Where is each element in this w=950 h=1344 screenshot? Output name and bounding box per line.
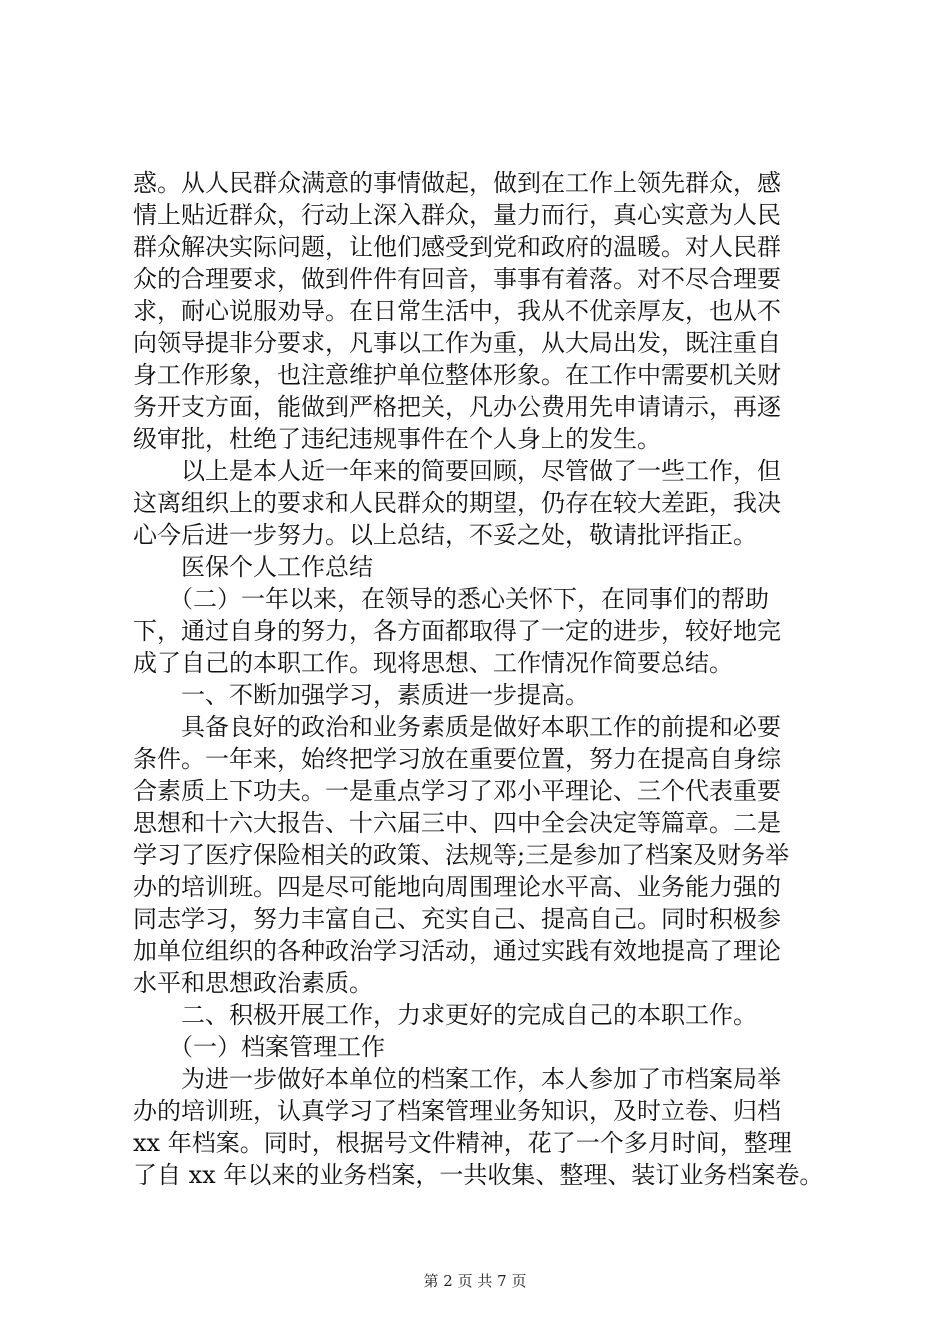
text-line: 条件。一年来，始终把学习放在重要位置，努力在提高自身综	[133, 745, 781, 773]
text-line: 办的培训班，认真学习了档案管理业务知识，及时立卷、归档	[133, 1097, 781, 1125]
text-line: 情上贴近群众，行动上深入群众，量力而行，真心实意为人民	[133, 201, 781, 229]
text-line: 求，耐心说服劝导。在日常生活中，我从不优亲厚友，也从不	[133, 297, 781, 325]
text-line: 群众解决实际问题，让他们感受到党和政府的温暖。对人民群	[133, 233, 781, 261]
text-line: 以上是本人近一年来的简要回顾，尽管做了一些工作，但	[133, 457, 781, 485]
text-line: 这离组织上的要求和人民群众的期望，仍存在较大差距，我决	[133, 489, 781, 517]
text-line: 思想和十六大报告、十六届三中、四中全会决定等篇章。二是	[133, 809, 781, 837]
text-line: 成了自己的本职工作。现将思想、工作情况作简要总结。	[133, 649, 733, 677]
text-line: （二）一年以来，在领导的悉心关怀下，在同事们的帮助	[133, 585, 769, 613]
section-heading: 医保个人工作总结	[133, 553, 373, 581]
section-heading: （一）档案管理工作	[133, 1033, 385, 1061]
text-line: 了自 xx 年以来的业务档案，一共收集、整理、装订业务档案卷。	[133, 1161, 824, 1189]
text-line: 务开支方面，能做到严格把关，凡办公费用先申请请示，再逐	[133, 393, 781, 421]
text-line: xx 年档案。同时，根据号文件精神，花了一个多月时间，整理	[133, 1129, 792, 1157]
text-line: 心今后进一步努力。以上总结，不妥之处，敬请批评指正。	[133, 521, 757, 549]
text-line: 办的培训班。四是尽可能地向周围理论水平高、业务能力强的	[133, 873, 781, 901]
text-line: 同志学习，努力丰富自己、充实自己、提高自己。同时积极参	[133, 905, 781, 933]
text-line: 惑。从人民群众满意的事情做起，做到在工作上领先群众，感	[133, 169, 781, 197]
text-line: 下，通过自身的努力，各方面都取得了一定的进步，较好地完	[133, 617, 781, 645]
text-line: 为进一步做好本单位的档案工作，本人参加了市档案局举	[133, 1065, 781, 1093]
section-heading: 一、不断加强学习，素质进一步提高。	[133, 681, 589, 709]
text-line: 众的合理要求，做到件件有回音，事事有着落。对不尽合理要	[133, 265, 781, 293]
text-line: 学习了医疗保险相关的政策、法规等;三是参加了档案及财务举	[133, 841, 790, 869]
text-line: 合素质上下功夫。一是重点学习了邓小平理论、三个代表重要	[133, 777, 781, 805]
section-heading: 二、积极开展工作，力求更好的完成自己的本职工作。	[133, 1001, 757, 1029]
text-line: 级审批，杜绝了违纪违规事件在个人身上的发生。	[133, 425, 661, 453]
text-line: 向领导提非分要求，凡事以工作为重，从大局出发，既注重自	[133, 329, 781, 357]
text-line: 水平和思想政治素质。	[133, 969, 373, 997]
text-line: 加单位组织的各种政治学习活动，通过实践有效地提高了理论	[133, 937, 781, 965]
text-line: 具备良好的政治和业务素质是做好本职工作的前提和必要	[133, 713, 781, 741]
page-number-footer: 第 2 页 共 7 页	[423, 1272, 527, 1290]
text-line: 身工作形象，也注意维护单位整体形象。在工作中需要机关财	[133, 361, 781, 389]
